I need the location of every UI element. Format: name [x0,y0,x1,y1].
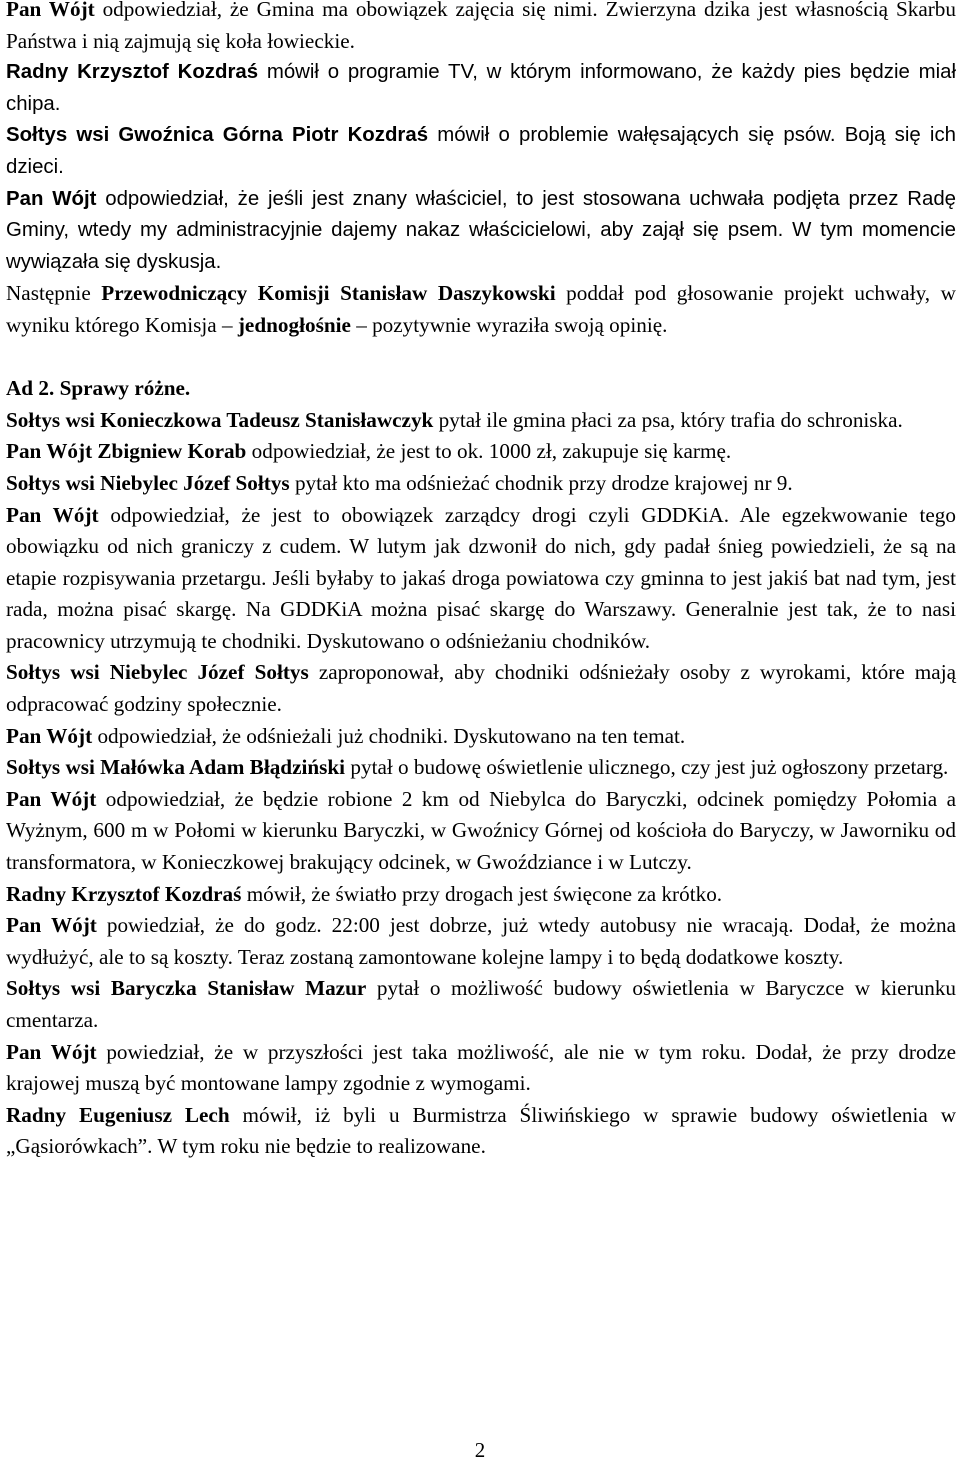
speaker-name: Pan Wójt [6,723,93,748]
speaker-name: Pan Wójt [6,502,99,527]
paragraph [6,57,956,120]
paragraph-spacer [6,342,956,374]
paragraph [6,373,956,405]
speaker-name: Radny Krzysztof Kozdraś [6,61,259,84]
paragraph-text: pytał ile gmina płaci za psa, który trafia do schroniska. [433,407,903,432]
paragraph [6,468,956,500]
speaker-name: Ad 2. Sprawy różne. [6,376,191,401]
speaker-name: Sołtys wsi Gwoźnica Górna Piotr Kozdraś [6,124,429,147]
paragraph [6,500,956,658]
paragraph [6,657,956,720]
paragraph [6,784,956,879]
paragraph [6,278,956,341]
paragraph-text: zaproponował, aby chodniki odśnieżały osoby z wyrokami, które mają odpracować godziny społecznie. [6,660,956,717]
paragraph [6,436,956,468]
paragraph-text: powiedział, że w przyszłości jest taka możliwość, ale nie w tym roku. Dodał, że przy drodze krajowej muszą być montowane lampy zgodnie z wymogami. [6,1039,956,1096]
paragraph-text: odpowiedział, że jest to obowiązek zarządcy drogi czyli GDDKiA. Ale egzekwowanie tego obowiązku od nich graniczy z cudem. W lutym jak dzwonił do nich, gdy padał śnieg powiedzieli, że są na etapie rozpisywania przetargu. Jeśli byłaby to jakaś droga powiatowa czy gminna to jest jakiś bat nad tym, jest rada, można pisać skargę. Na GDDKiA można pisać skargę do Warszawy. Generalnie jest tak, że to nasi pracownicy utrzymują te chodniki. Dyskutowano o odśnieżaniu chodników. [6,502,956,653]
paragraph-text: odpowiedział, że będzie robione 2 km od Niebylca do Baryczki, odcinek pomiędzy Połomia a Wyżnym, 600 m w Połomi w kierunku Baryczki, w Gwoźnicy Górnej od kościoła do Baryczy, w Jaworniku od transformatora, w Konieczkowej brakujący odcinek, w Gwoździance i w Lutczy. [6,786,956,875]
paragraph [6,1100,956,1163]
paragraph-text: poddał pod głosowanie projekt uchwały, w wyniku którego Komisja – [6,281,956,337]
speaker-name: Sołtys wsi Małówka Adam Błądziński [6,755,346,780]
speaker-name: Pan Wójt [6,786,97,811]
paragraph [6,752,956,784]
paragraph-text: odpowiedział, że jest to ok. 1000 zł, zakupuje się karmę. [246,439,732,464]
speaker-name: Sołtys wsi Niebylec Józef Sołtys [6,660,309,685]
speaker-name: Radny Krzysztof Kozdraś [6,881,242,906]
paragraph-text: pytał kto ma odśnieżać chodnik przy drodze krajowej nr 9. [289,470,793,495]
paragraph-text: odpowiedział, że jeśli jest znany właściciel, to jest stosowana uchwała podjęta przez Radę Gminy, wtedy my administracyjnie dajemy nakaz właścicielowi, aby zajął się psem. W tym momencie wywiązała się dyskusja. [6,187,957,273]
paragraph [6,405,956,437]
paragraph-text: powiedział, że do godz. 22:00 jest dobrze, już wtedy autobusy nie wracają. Dodał, że można wydłużyć, ale to są koszty. Teraz zostaną zamontowane kolejne lampy i to będą dodatkowe koszty. [6,913,956,969]
speaker-name: Radny Eugeniusz Lech [6,1102,230,1127]
paragraph [6,879,956,911]
speaker-name: Pan Wójt [6,913,97,938]
paragraph-text: mówił o programie TV, w którym informowano, że każdy pies będzie miał chipa. [6,61,956,115]
paragraph-text: pytał o budowę oświetlenie ulicznego, czy jest już ogłoszony przetarg. [345,755,949,780]
speaker-name: Pan Wójt [6,0,95,21]
speaker-name: Przewodniczący Komisji Stanisław Daszykowski [101,281,556,306]
speaker-name: Sołtys wsi Konieczkowa Tadeusz Stanisławczyk [6,407,434,432]
paragraph [6,910,956,973]
paragraph [6,184,956,279]
paragraph-text: odpowiedział, że odśnieżali już chodniki. Dyskutowano na ten temat. [92,723,686,748]
paragraph [6,120,956,183]
page-number: 2 [474,1438,486,1462]
speaker-name: Pan Wójt [6,1039,97,1064]
speaker-name: Sołtys wsi Baryczka Stanisław Mazur [6,976,367,1001]
paragraph-text: Następnie [6,281,102,306]
paragraph-text: mówił o problemie wałęsających się psów. Boją się ich dzieci. [6,124,956,178]
speaker-name: Pan Wójt Zbigniew Korab [6,439,247,464]
paragraph-text: mówił, że światło przy drogach jest święcone za krótko. [241,881,723,906]
paragraph [6,973,956,1036]
paragraph-text: – pozytywnie wyraziła swoją opinię. [350,312,668,337]
document-body [6,0,956,1163]
speaker-name: Sołtys wsi Niebylec Józef Sołtys [6,470,290,495]
paragraph-text: mówił, iż byli u Burmistrza Śliwińskiego w sprawie budowy oświetlenia w „Gąsiorówkach”. W tym roku nie będzie to realizowane. [6,1102,957,1159]
speaker-name: Pan Wójt [6,187,97,210]
paragraph [6,1037,956,1100]
paragraph-text: pytał o możliwość budowy oświetlenia w Baryczce w kierunku cmentarza. [6,976,957,1032]
paragraph [6,0,956,57]
speaker-name: jednogłośnie [237,312,351,337]
paragraph-text: odpowiedział, że Gmina ma obowiązek zajęcia się nimi. Zwierzyna dzika jest własnością Skarbu Państwa i nią zajmują się koła łowieckie. [6,0,956,53]
paragraph [6,721,956,753]
